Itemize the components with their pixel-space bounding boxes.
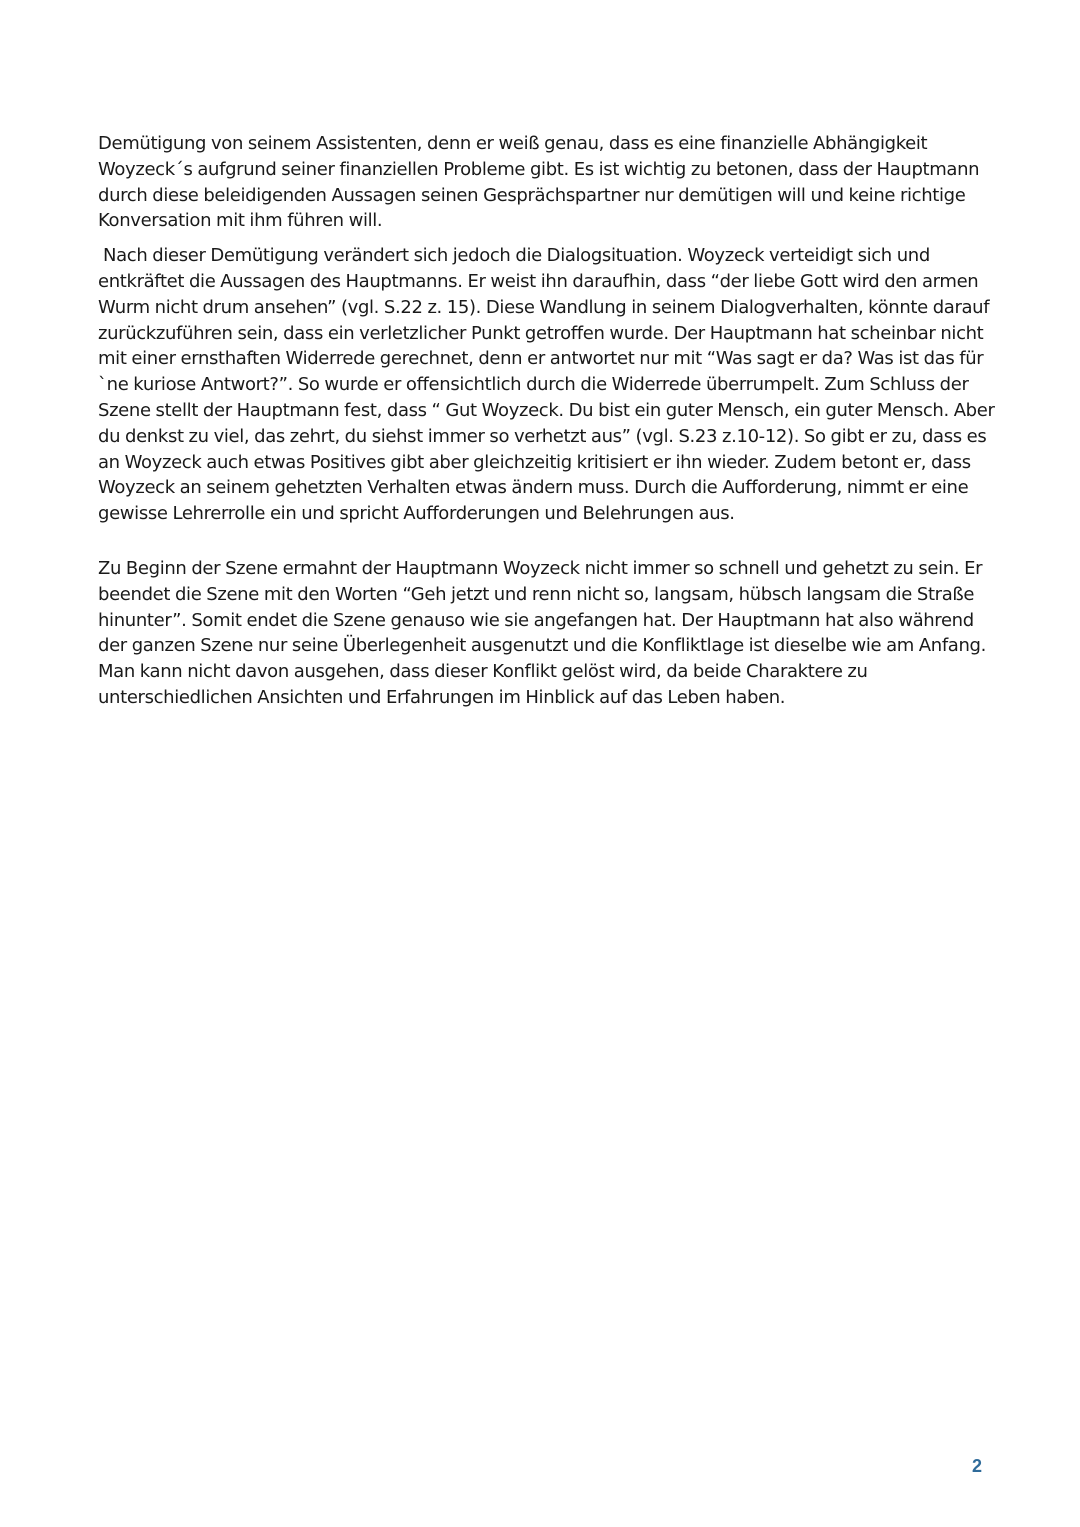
paragraph-3: Zu Beginn der Szene ermahnt der Hauptmann Woyzeck nicht immer so schnell und gehetzt zu sein. Er beendet die Szene mit den Worten “Geh jetzt und renn nicht so, langsam, hübsch langsam die Straße hinunter”. Somit endet die Szene genauso wie sie angefangen hat. Der Hauptmann hat also während der ganzen Szene nur seine Überlegenheit ausgenutzt und die Konfliktlage ist dieselbe wie am Anfang. Man kann nicht davon ausgehen, dass dieser Konflikt gelöst wird, da beide Charaktere zu unterschiedlichen Ansichten und Erfahrungen im Hinblick auf das Leben haben. [98,557,986,708]
document-body [98,131,998,711]
paragraph-2 [98,243,998,527]
paragraph-2-text: Nach dieser Demütigung verändert sich jedoch die Dialogsituation. Woyzeck verteidigt sich und entkräftet die Aussagen des Hauptmanns. Er weist ihn daraufhin, dass “der liebe Gott wird den armen Wurm nicht drum ansehen” (vgl. S.22 z. 15). Diese Wandlung in seinem Dialogverhalten, könnte darauf zurückzuführen sein, dass ein verletzlicher Punkt getroffen wurde. Der Hauptmann hat scheinbar nicht mit einer ernsthaften Widerrede gerechnet, denn er antwortet nur mit “Was sagt er da? Was ist das für `ne kuriose Antwort?”. So wurde er offensichtlich durch die Widerrede überrumpelt. Zum Schluss der Szene stellt der Hauptmann fest, dass “ Gut Woyzeck. Du bist ein guter Mensch, ein guter Mensch. Aber du denkst zu viel, das zehrt, du siehst immer so verhetzt aus” (vgl. S.23 z.10-12). So gibt er zu, dass es an Woyzeck auch etwas Positives gibt aber gleichzeitig kritisiert er ihn wieder. Zudem betont er, dass Woyzeck an seinem gehetzten Verhalten etwas ändern muss. Durch die Aufforderung, nimmt er eine gewisse Lehrerrolle ein und spricht Aufforderungen und Belehrungen aus. [98,245,995,525]
page-number: 2 [971,1456,982,1476]
paragraph-1: Demütigung von seinem Assistenten, denn er weiß genau, dass es eine finanzielle Abhängigkeit Woyzeck´s aufgrund seiner finanziellen Probleme gibt. Es ist wichtig zu betonen, dass der Hauptmann durch diese beleidigenden Aussagen seinen Gesprächspartner nur demütigen will und keine richtige Konversation mit ihm führen will. [98,133,980,232]
